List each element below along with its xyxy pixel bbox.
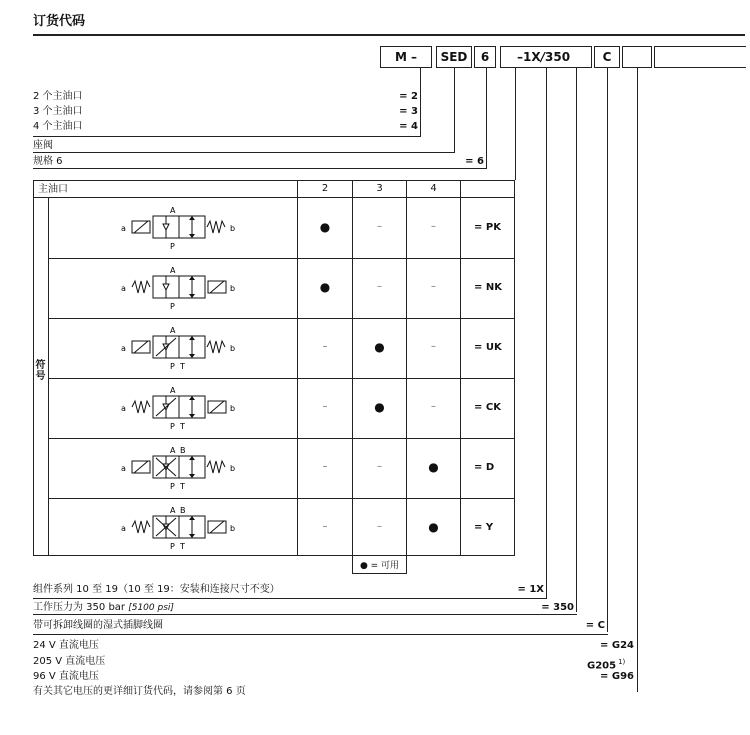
table-col-divider-2: [352, 180, 353, 573]
rule-ports: [33, 136, 421, 137]
table-side-label: 符号: [35, 360, 46, 382]
page-title: 订货代码: [33, 14, 86, 29]
svg-text:a: a: [121, 344, 126, 353]
valve-symbol: [108, 260, 298, 316]
svg-text:P: P: [170, 302, 175, 311]
availability-dash: –: [377, 461, 382, 472]
svg-text:b: b: [230, 224, 236, 233]
svg-text:A: A: [170, 326, 176, 335]
svg-text:P: P: [170, 422, 175, 431]
ports-3-label: 3 个主油口: [33, 106, 83, 117]
size-code: = 6: [465, 156, 484, 167]
voltage-96-label: 96 V 直流电压: [33, 671, 99, 682]
svg-text:A: A: [170, 506, 176, 515]
code-box-voltage: [622, 46, 652, 68]
connector-table: [515, 68, 516, 180]
svg-text:T: T: [180, 482, 185, 491]
table-row-rule: [48, 258, 515, 259]
symbol-code: = Y: [474, 522, 494, 533]
connector-seat: [454, 68, 455, 152]
series-code: = 1X: [517, 584, 544, 595]
availability-dash: –: [322, 401, 328, 412]
title-rule: [33, 34, 745, 36]
svg-text:b: b: [230, 464, 236, 473]
connector-size: [486, 68, 487, 168]
symbol-code: = PK: [474, 222, 501, 233]
code-box-extra: [654, 46, 746, 68]
svg-text:a: a: [121, 464, 126, 473]
valve-symbol: [108, 200, 298, 256]
seat-valve-label: 座阀: [33, 140, 53, 151]
table-row-rule: [48, 378, 515, 379]
availability-dash: –: [322, 341, 328, 352]
table-row-rule: [48, 318, 515, 319]
table-col-divider-3: [406, 180, 407, 573]
pressure-label: 工作压力为 350 bar [5100 psi]: [33, 602, 174, 613]
availability-dash: –: [377, 221, 382, 232]
table-header-label: 主油口: [38, 184, 68, 195]
legend-rule: [352, 573, 407, 574]
symbol-code: = NK: [474, 282, 502, 293]
rule-pressure: [33, 614, 577, 615]
availability-dash: –: [431, 281, 436, 292]
availability-dash: –: [431, 401, 436, 412]
code-box-sed: SED: [436, 46, 472, 68]
symbol-code: = UK: [474, 342, 502, 353]
ports-4-label: 4 个主油口: [33, 121, 83, 132]
svg-text:B: B: [180, 446, 186, 455]
code-box-component: –1X/350: [500, 46, 592, 68]
svg-text:b: b: [230, 404, 236, 413]
ports-2-code: = 2: [399, 91, 418, 102]
valve-symbol: [108, 320, 298, 376]
voltage-205-code: G205 $^{1)}$: [587, 658, 626, 672]
connector-ports: [420, 68, 421, 136]
svg-text:a: a: [121, 404, 126, 413]
availability-dot: ●: [374, 340, 385, 354]
svg-text:a: a: [121, 524, 126, 533]
connector-voltage: [637, 68, 638, 692]
svg-text:b: b: [230, 284, 236, 293]
availability-dash: –: [322, 521, 328, 532]
svg-text:P: P: [170, 542, 175, 551]
symbol-code: = D: [474, 462, 495, 473]
voltage-24-label: 24 V 直流电压: [33, 640, 99, 651]
table-col-2: 2: [321, 183, 329, 194]
svg-text:a: a: [121, 224, 126, 233]
availability-dot: ●: [319, 220, 331, 234]
table-header-rule: [33, 197, 515, 198]
ports-2-label: 2 个主油口: [33, 91, 83, 102]
svg-text:A: A: [170, 206, 176, 215]
svg-text:b: b: [230, 524, 236, 533]
svg-text:a: a: [121, 284, 126, 293]
svg-text:T: T: [180, 362, 185, 371]
svg-text:B: B: [180, 506, 186, 515]
table-side-divider: [48, 198, 49, 556]
series-label: 组件系列 10 至 19（10 至 19：安装和连接尺寸不变）: [33, 584, 280, 595]
availability-dot: ●: [428, 460, 439, 474]
availability-dash: –: [431, 341, 436, 352]
availability-dot: ●: [374, 400, 385, 414]
other-voltage-note: 有关其它电压的更详细订货代码，请参阅第 6 页: [33, 686, 246, 697]
coil-label: 带可拆卸线圈的湿式插脚线圈: [33, 620, 163, 631]
svg-text:A: A: [170, 266, 176, 275]
availability-dash: –: [431, 221, 436, 232]
ports-3-code: = 3: [399, 106, 418, 117]
availability-dash: –: [377, 521, 382, 532]
svg-text:P: P: [170, 482, 175, 491]
ports-4-code: = 4: [399, 121, 418, 132]
table-row-rule: [48, 498, 515, 499]
connector-coil: [607, 68, 608, 632]
availability-dot: ●: [319, 280, 331, 294]
voltage-205-label: 205 V 直流电压: [33, 656, 106, 667]
svg-text:A: A: [170, 386, 176, 395]
svg-text:A: A: [170, 446, 176, 455]
size-label: 规格 6: [33, 156, 63, 167]
svg-text:P: P: [170, 362, 175, 371]
valve-symbol: [108, 440, 298, 496]
rule-seat: [33, 152, 455, 153]
availability-dash: –: [377, 281, 382, 292]
code-box-series: M –: [380, 46, 432, 68]
symbol-code: = CK: [474, 402, 501, 413]
svg-text:P: P: [170, 242, 175, 251]
table-col-4: 4: [430, 183, 437, 194]
connector-pressure: [576, 68, 577, 612]
legend-available: ● = 可用: [359, 561, 400, 571]
pressure-code: = 350: [541, 602, 574, 613]
rule-size: [33, 168, 487, 169]
svg-text:T: T: [180, 542, 185, 551]
rule-coil: [33, 634, 608, 635]
svg-text:T: T: [180, 422, 185, 431]
valve-symbol: [108, 380, 298, 436]
voltage-96-code: = G96: [600, 671, 634, 682]
availability-dot: ●: [428, 520, 439, 534]
code-box-size: 6: [474, 46, 496, 68]
connector-series: [546, 68, 547, 598]
table-col-3: 3: [376, 183, 383, 194]
valve-symbol: [108, 500, 298, 556]
voltage-24-code: = G24: [600, 640, 634, 651]
rule-series: [33, 598, 547, 599]
svg-text:b: b: [230, 344, 236, 353]
code-box-coil: C: [594, 46, 620, 68]
table-col-divider-4: [460, 180, 461, 556]
availability-dash: –: [322, 461, 328, 472]
coil-code: = C: [585, 620, 605, 631]
table-row-rule: [48, 438, 515, 439]
